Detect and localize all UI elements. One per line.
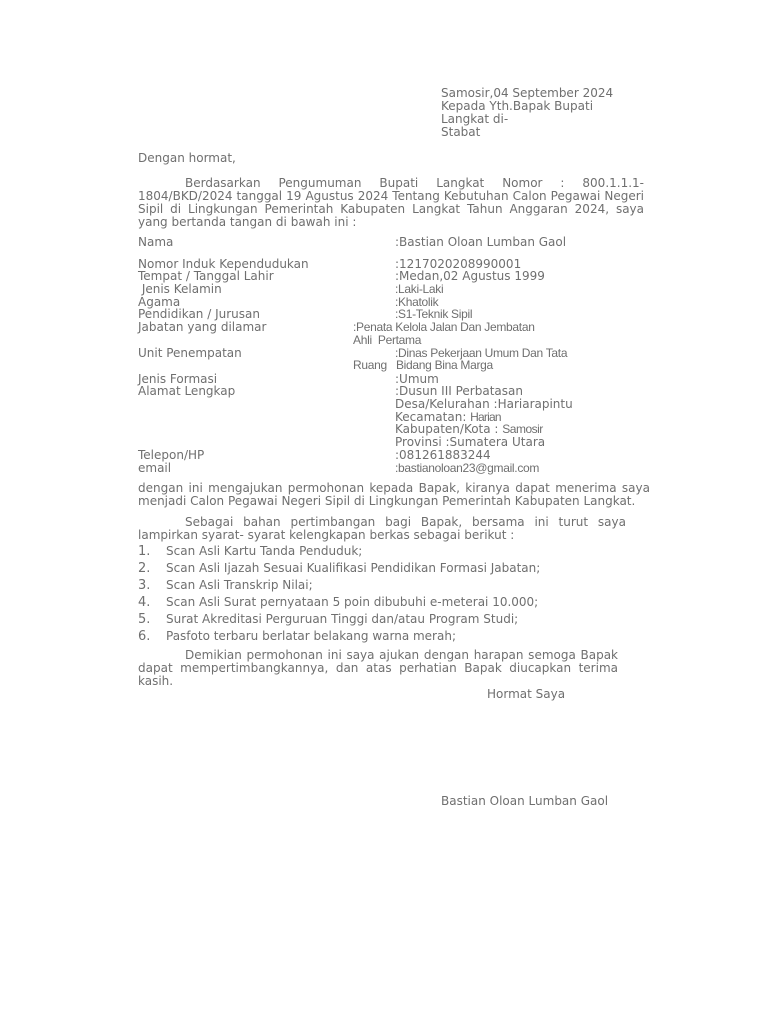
value-formasi: :Umum: [395, 372, 439, 386]
attachment-number: 2.: [138, 561, 151, 576]
attachment-text: Scan Asli Kartu Tanda Penduduk;: [166, 544, 363, 558]
value-nik: :1217020208990001: [395, 257, 522, 271]
attachment-number: 6.: [138, 629, 151, 644]
label-jenis-kelamin: Jenis Kelamin: [138, 282, 222, 296]
closing-paragraph: Demikian permohonan ini saya ajukan dengan harapan semoga Bapak dapat mempertimbangkannya, dan atas perhatian Bapak diucapkan terima kasih.: [138, 648, 618, 688]
attachment-item: [138, 630, 456, 643]
intro-paragraph: Berdasarkan Pengumuman Bupati Langkat Nomor : 800.1.1.1-1804/BKD/2024 tanggal 19 Agustus 2024 Tentang Kebutuhan Calon Pegawai Negeri Sipil di Lingkungan Pemerintah Kabupaten Langkat Tahun Anggaran 2024, saya yang bertanda tangan di bawah ini :: [138, 176, 644, 229]
label-agama: Agama: [138, 295, 181, 309]
label-formasi: Jenis Formasi: [138, 372, 218, 386]
attachment-number: 3.: [138, 578, 151, 593]
attachment-text: Scan Asli Surat pernyataan 5 poin dibubuhi e-meterai 10.000;: [166, 595, 539, 609]
value-pendidikan: :S1-Teknik Sipil: [395, 307, 473, 321]
attachments-intro: Sebagai bahan pertimbangan bagi Bapak, bersama ini turut saya lampirkan syarat- syarat kelengkapan berkas sebagai berikut :: [138, 515, 626, 542]
label-email: email: [138, 461, 172, 475]
signature-name: Bastian Oloan Lumban Gaol: [441, 794, 609, 808]
recipient-city: Langkat di-: [441, 112, 509, 126]
label-ttl: Tempat / Tanggal Lahir: [138, 269, 274, 283]
value-ttl: :Medan,02 Agustus 1999: [395, 269, 545, 283]
label-nama: Nama: [138, 235, 174, 249]
greeting: Dengan hormat,: [138, 151, 236, 165]
value-telepon: :081261883244: [395, 448, 491, 462]
value-unit-line2: Ruang Bidang Bina Marga: [353, 358, 493, 372]
signoff: Hormat Saya: [487, 687, 566, 701]
label-alamat: Alamat Lengkap: [138, 384, 236, 398]
kabupaten-label: Kabupaten/Kota :: [395, 422, 503, 436]
attachment-item: [138, 613, 518, 626]
attachment-item: [138, 562, 540, 575]
value-jabatan-line2: Ahli Pertama: [353, 333, 422, 347]
label-telepon: Telepon/HP: [138, 448, 205, 462]
attachment-item: [138, 596, 538, 609]
value-agama: :Khatolik: [395, 295, 439, 309]
request-paragraph: dengan ini mengajukan permohonan kepada Bapak, kiranya dapat menerima saya menjadi Calon Pegawai Negeri Sipil di Lingkungan Pemerintah Kabupaten Langkat.: [138, 481, 650, 508]
attachment-text: Surat Akreditasi Perguruan Tinggi dan/atau Program Studi;: [166, 612, 519, 626]
attachment-number: 1.: [138, 544, 151, 559]
value-jenis-kelamin: :Laki-Laki: [395, 282, 444, 296]
label-jabatan: Jabatan yang dilamar: [138, 320, 267, 334]
kecamatan-label: Kecamatan:: [395, 410, 471, 424]
recipient-place: Stabat: [441, 125, 481, 139]
label-pendidikan: Pendidikan / Jurusan: [138, 307, 260, 321]
attachment-text: Scan Asli Ijazah Sesuai Kualifikasi Pendidikan Formasi Jabatan;: [166, 561, 541, 575]
kabupaten-value: Samosir: [502, 422, 543, 436]
value-email: :bastianoloan23@gmail.com: [395, 461, 540, 475]
attachment-text: Pasfoto terbaru berlatar belakang warna merah;: [166, 629, 456, 643]
value-alamat-line1: :Dusun III Perbatasan: [395, 384, 523, 398]
kecamatan-value: Harian: [470, 410, 501, 424]
label-unit: Unit Penempatan: [138, 346, 242, 360]
attachment-text: Scan Asli Transkrip Nilai;: [166, 578, 313, 592]
attachment-item: [138, 579, 313, 592]
attachment-number: 5.: [138, 612, 151, 627]
recipient-line: Kepada Yth.Bapak Bupati: [441, 99, 594, 113]
value-jabatan-line1: :Penata Kelola Jalan Dan Jembatan: [353, 320, 535, 334]
attachment-item: [138, 545, 362, 558]
value-nama: :Bastian Oloan Lumban Gaol: [395, 235, 567, 249]
value-alamat-line5: Provinsi :Sumatera Utara: [395, 435, 546, 449]
label-nik: Nomor Induk Kependudukan: [138, 257, 309, 271]
attachment-number: 4.: [138, 595, 151, 610]
place-date: Samosir,04 September 2024: [441, 86, 614, 100]
value-alamat-line2: Desa/Kelurahan :Hariarapintu: [395, 397, 573, 411]
value-unit-line1: :Dinas Pekerjaan Umum Dan Tata: [395, 346, 568, 360]
